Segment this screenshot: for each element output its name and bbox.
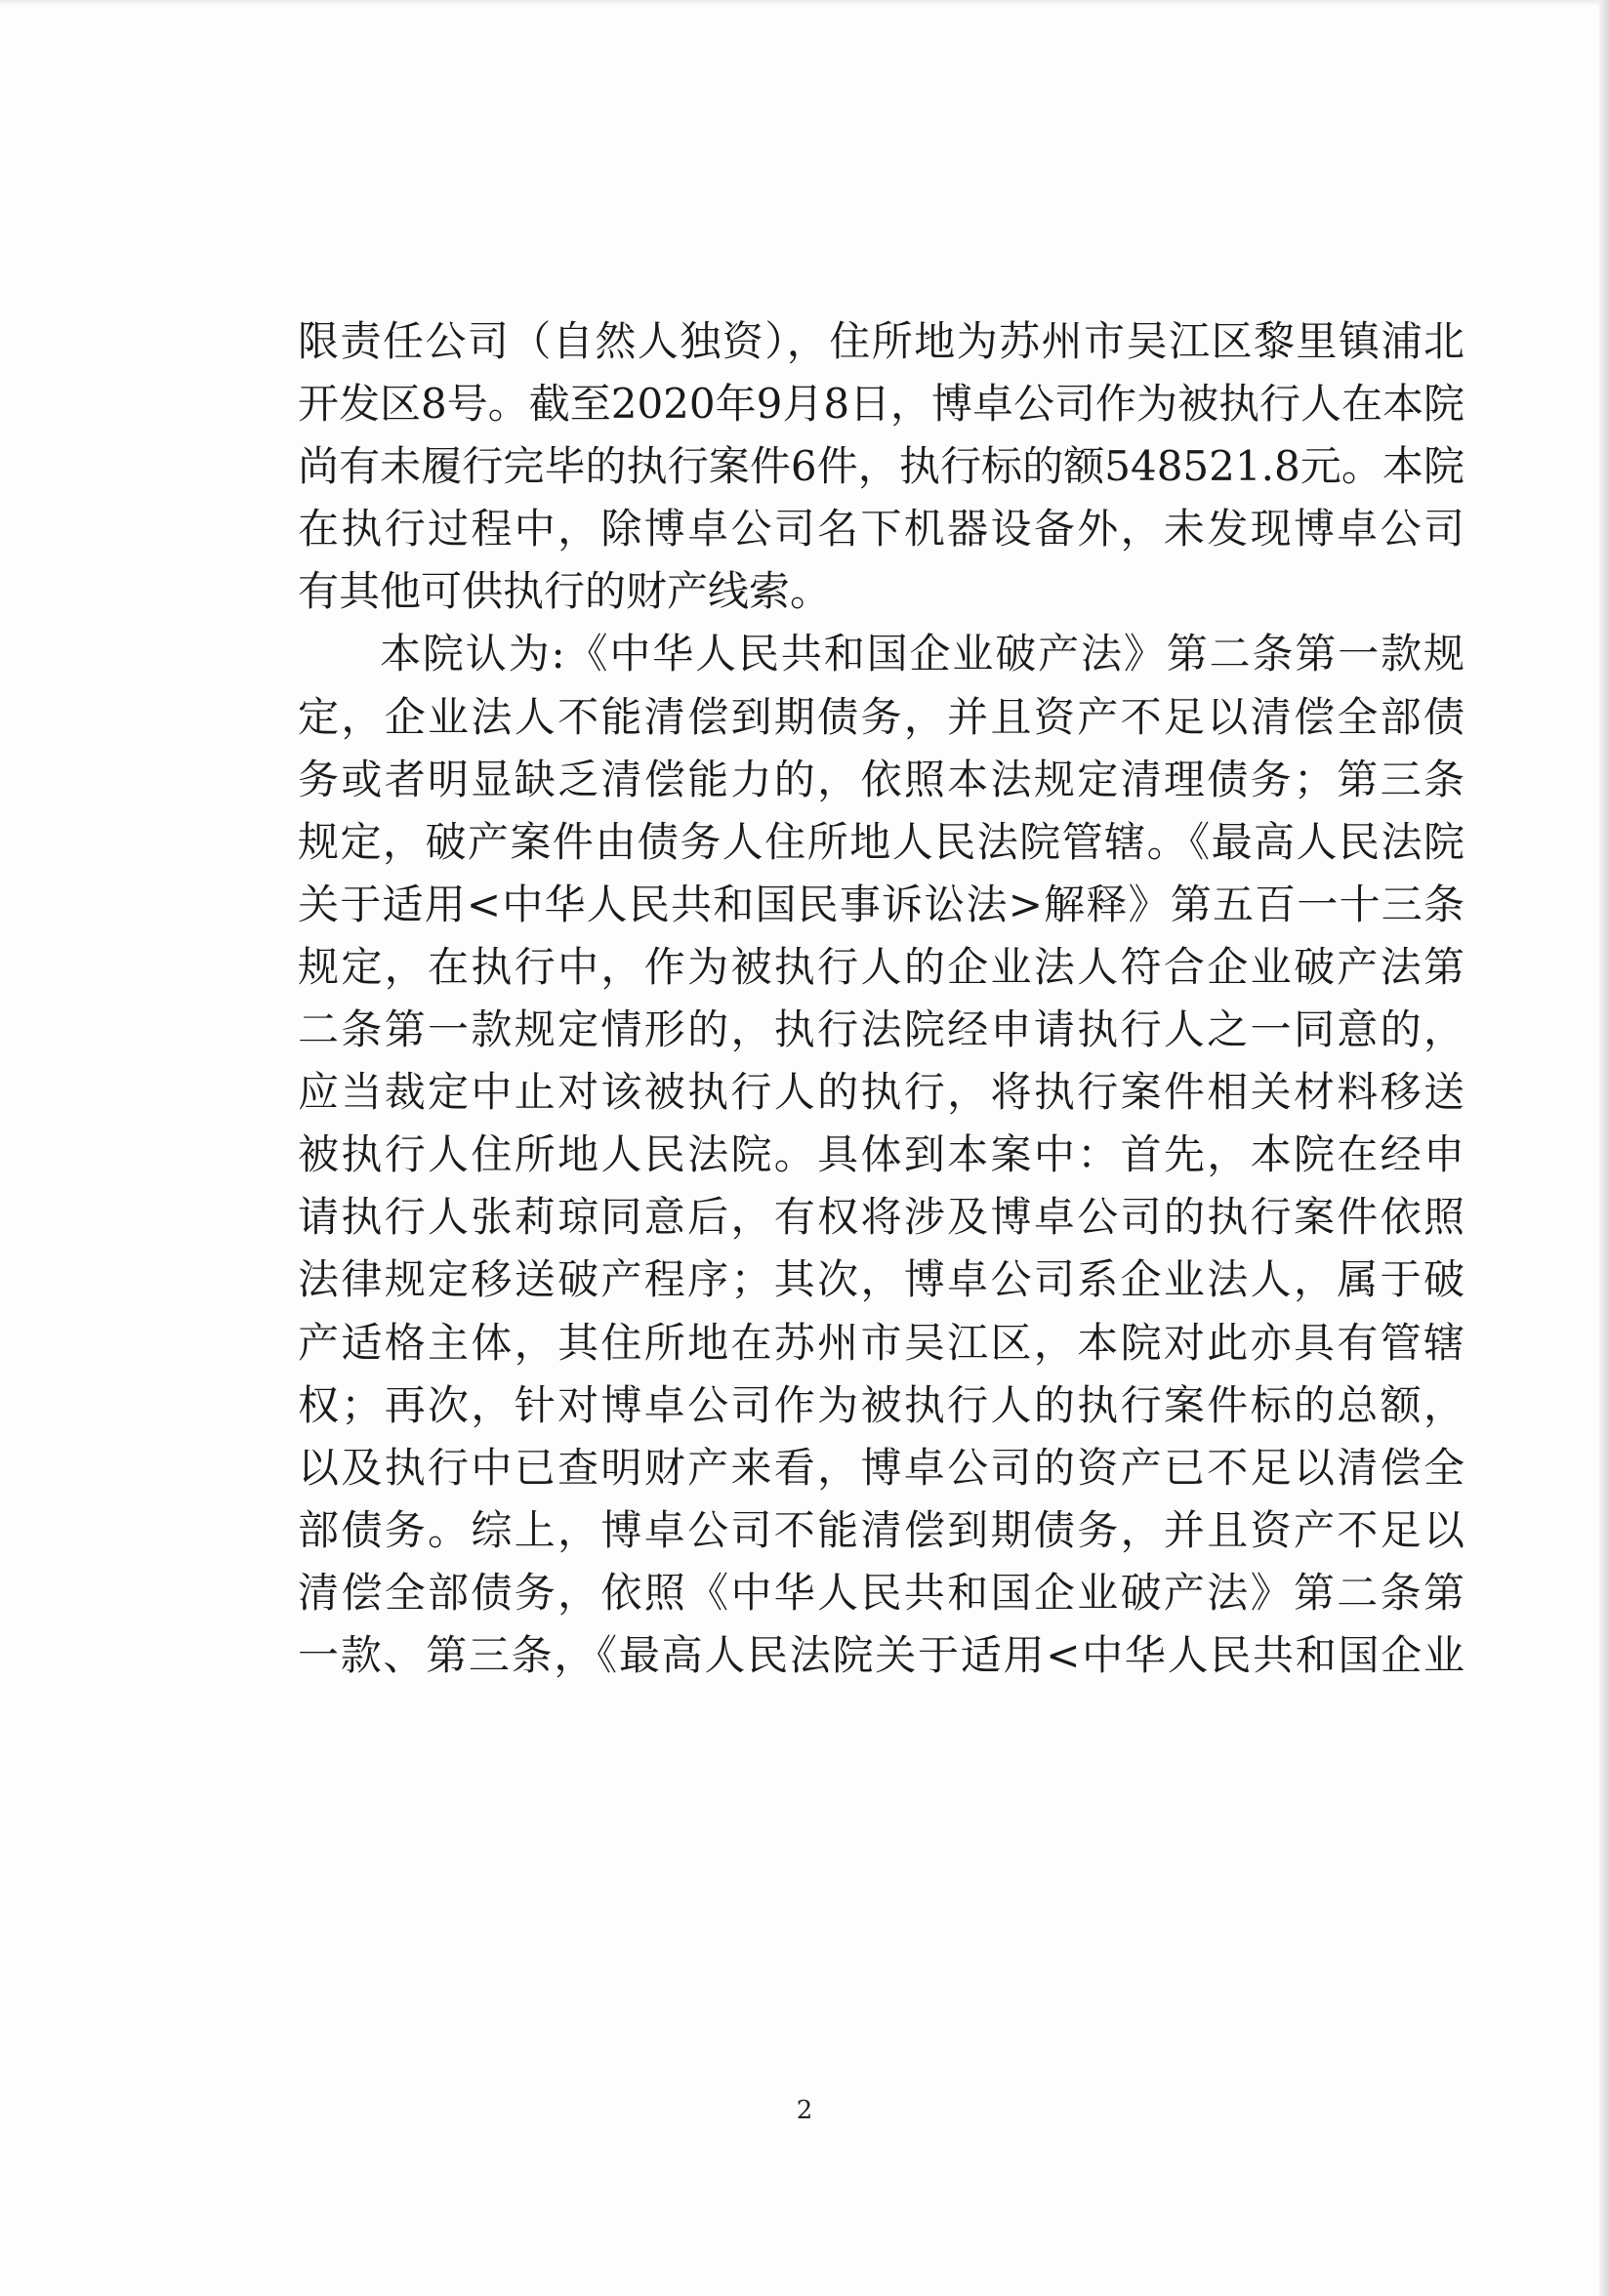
text-line: 部债务。综上，博卓公司不能清偿到期债务，并且资产不足以: [298, 1505, 1465, 1554]
text-line: 规定，破产案件由债务人住所地人民法院管辖。《最高人民法院: [298, 817, 1465, 866]
text-line: 以及执行中已查明财产来看，博卓公司的资产已不足以清偿全: [298, 1443, 1465, 1492]
text-line: 限责任公司（自然人独资），住所地为苏州市吴江区黎里镇浦北: [298, 317, 1465, 365]
text-line: 关于适用<中华人民共和国民事诉讼法>解释》第五百一十三条: [298, 880, 1465, 928]
text-line: 有其他可供执行的财产线索。: [298, 567, 832, 616]
text-line: 定，企业法人不能清偿到期债务，并且资产不足以清偿全部债: [298, 692, 1465, 741]
text-line: 权；再次，针对博卓公司作为被执行人的执行案件标的总额，: [298, 1380, 1465, 1429]
text-line: 产适格主体，其住所地在苏州市吴江区，本院对此亦具有管辖: [298, 1318, 1465, 1367]
text-line: 开发区8号。截至2020年9月8日，博卓公司作为被执行人在本院: [298, 380, 1465, 429]
text-line: 务或者明显缺乏清偿能力的，依照本法规定清理债务；第三条: [298, 755, 1465, 803]
scan-shadow-right: [1599, 0, 1609, 2296]
text-line: 法律规定移送破产程序；其次，博卓公司系企业法人，属于破: [298, 1255, 1465, 1304]
document-body: [298, 310, 1465, 1687]
text-line: 规定，在执行中，作为被执行人的企业法人符合企业破产法第: [298, 942, 1465, 991]
text-line: 本院认为:《中华人民共和国企业破产法》第二条第一款规: [380, 630, 1465, 678]
page-number: 2: [796, 2096, 813, 2125]
text-line: 一款、第三条，《最高人民法院关于适用<中华人民共和国企业: [298, 1630, 1465, 1679]
text-line: 二条第一款规定情形的，执行法院经申请执行人之一同意的，: [298, 1005, 1465, 1054]
text-line: 尚有未履行完毕的执行案件6件，执行标的额548521.8元。本院: [298, 442, 1465, 491]
text-line: 清偿全部债务，依照《中华人民共和国企业破产法》第二条第: [298, 1568, 1465, 1617]
text-line: 请执行人张莉琼同意后，有权将涉及博卓公司的执行案件依照: [298, 1193, 1465, 1242]
text-line: 在执行过程中，除博卓公司名下机器设备外，未发现博卓公司: [298, 505, 1465, 554]
text-line: 应当裁定中止对该被执行人的执行，将执行案件相关材料移送: [298, 1068, 1465, 1117]
text-line: 被执行人住所地人民法院。具体到本案中：首先，本院在经申: [298, 1130, 1465, 1179]
scan-shadow-top: [0, 0, 1609, 6]
